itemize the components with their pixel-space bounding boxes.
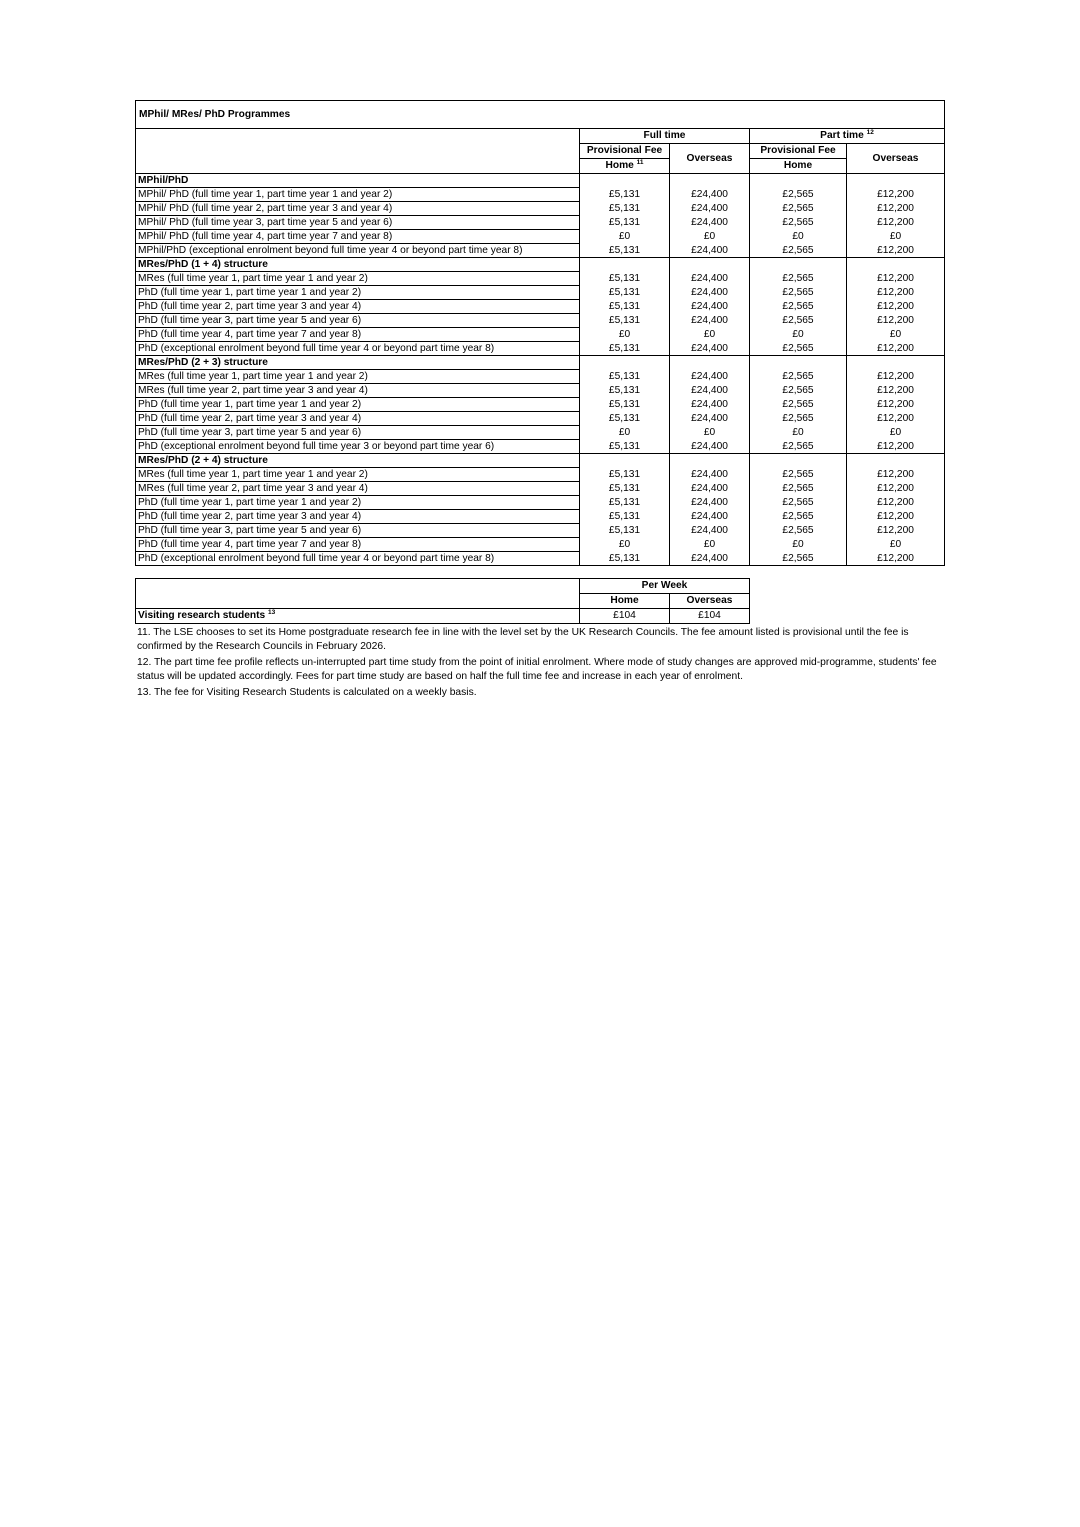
pt-overseas-fee: £12,200 xyxy=(847,510,945,524)
full-time-header: Full time xyxy=(580,129,750,144)
programme-label: MPhil/PhD (exceptional enrolment beyond full time year 4 or beyond part time year 8) xyxy=(136,244,580,258)
pt-home-fee: £2,565 xyxy=(750,412,847,426)
header-blank xyxy=(136,129,580,144)
pt-overseas-header: Overseas xyxy=(847,144,945,174)
pt-home-fee: £2,565 xyxy=(750,314,847,328)
section-heading-blank xyxy=(580,356,670,370)
section-heading-blank xyxy=(580,258,670,272)
pt-home-fee: £2,565 xyxy=(750,300,847,314)
ft-home-fee: £5,131 xyxy=(580,188,670,202)
ft-overseas-fee: £0 xyxy=(670,426,750,440)
pt-provisional-fee-header: Provisional Fee xyxy=(750,144,847,159)
section-heading-blank xyxy=(750,258,847,272)
visiting-students-table xyxy=(135,578,750,624)
part-time-footnote-ref: 12 xyxy=(866,129,874,136)
fee-row xyxy=(136,426,945,440)
ft-home-fee: £5,131 xyxy=(580,468,670,482)
header-row-1 xyxy=(136,129,945,144)
section-heading-blank xyxy=(670,174,750,188)
fee-row xyxy=(136,272,945,286)
ft-overseas-fee: £24,400 xyxy=(670,202,750,216)
ft-home-fee: £0 xyxy=(580,230,670,244)
ft-home-fee: £5,131 xyxy=(580,398,670,412)
programme-label: MRes (full time year 1, part time year 1 and year 2) xyxy=(136,272,580,286)
programme-label: MPhil/ PhD (full time year 3, part time year 5 and year 6) xyxy=(136,216,580,230)
fee-row xyxy=(136,538,945,552)
ft-overseas-fee: £24,400 xyxy=(670,244,750,258)
programme-label: MRes (full time year 2, part time year 3 and year 4) xyxy=(136,384,580,398)
section-heading-blank xyxy=(670,356,750,370)
ft-overseas-fee: £24,400 xyxy=(670,370,750,384)
visiting-header-row-1 xyxy=(136,579,750,594)
programme-label: PhD (full time year 1, part time year 1 and year 2) xyxy=(136,398,580,412)
pt-home-fee: £0 xyxy=(750,426,847,440)
pt-overseas-fee: £12,200 xyxy=(847,412,945,426)
ft-overseas-fee: £24,400 xyxy=(670,496,750,510)
ft-home-fee: £0 xyxy=(580,538,670,552)
ft-home-header xyxy=(580,159,670,174)
programme-label: PhD (full time year 4, part time year 7 and year 8) xyxy=(136,538,580,552)
pt-home-fee: £2,565 xyxy=(750,216,847,230)
ft-overseas-fee: £24,400 xyxy=(670,412,750,426)
fee-row xyxy=(136,286,945,300)
section-heading-blank xyxy=(580,454,670,468)
pt-overseas-fee: £12,200 xyxy=(847,440,945,454)
title-row xyxy=(136,101,945,129)
programme-label: MRes (full time year 2, part time year 3 and year 4) xyxy=(136,482,580,496)
pt-overseas-fee: £12,200 xyxy=(847,398,945,412)
pt-overseas-fee: £0 xyxy=(847,538,945,552)
ft-home-fee: £5,131 xyxy=(580,440,670,454)
ft-overseas-fee: £24,400 xyxy=(670,272,750,286)
pt-home-fee: £2,565 xyxy=(750,440,847,454)
programme-label: MRes (full time year 1, part time year 1 and year 2) xyxy=(136,370,580,384)
ft-home-fee: £5,131 xyxy=(580,482,670,496)
ft-overseas-fee: £24,400 xyxy=(670,286,750,300)
fee-row xyxy=(136,370,945,384)
pt-home-fee: £2,565 xyxy=(750,286,847,300)
ft-overseas-fee: £0 xyxy=(670,328,750,342)
visiting-label-text: Visiting research students xyxy=(138,610,266,621)
pt-overseas-fee: £0 xyxy=(847,230,945,244)
visiting-footnote-ref: 13 xyxy=(268,609,276,616)
header-blank xyxy=(136,159,580,174)
pt-overseas-fee: £12,200 xyxy=(847,370,945,384)
fee-row xyxy=(136,244,945,258)
pt-overseas-fee: £12,200 xyxy=(847,482,945,496)
ft-overseas-fee: £24,400 xyxy=(670,216,750,230)
section-heading-row xyxy=(136,258,945,272)
section-heading-blank xyxy=(847,454,945,468)
fee-row xyxy=(136,482,945,496)
footnote-11: 11. The LSE chooses to set its Home postgraduate research fee in line with the level set by the UK Research Councils. The fee amount listed is provisional until the fee is confirmed by the Research Councils in February 2026. xyxy=(137,627,909,652)
ft-overseas-fee: £0 xyxy=(670,538,750,552)
pt-home-fee: £2,565 xyxy=(750,370,847,384)
ft-overseas-fee: £24,400 xyxy=(670,468,750,482)
pt-home-header: Home xyxy=(750,159,847,174)
programme-label: MPhil/ PhD (full time year 4, part time year 7 and year 8) xyxy=(136,230,580,244)
visiting-row xyxy=(136,609,750,624)
pt-overseas-fee: £12,200 xyxy=(847,552,945,566)
footnotes xyxy=(135,626,945,700)
fee-row xyxy=(136,314,945,328)
section-heading: MRes/PhD (2 + 3) structure xyxy=(136,356,580,370)
programme-label: PhD (full time year 1, part time year 1 and year 2) xyxy=(136,286,580,300)
programme-label: MRes (full time year 1, part time year 1 and year 2) xyxy=(136,468,580,482)
ft-home-fee: £5,131 xyxy=(580,510,670,524)
pt-overseas-fee: £0 xyxy=(847,426,945,440)
programme-label: MPhil/ PhD (full time year 1, part time year 1 and year 2) xyxy=(136,188,580,202)
pt-overseas-fee: £12,200 xyxy=(847,468,945,482)
pt-home-fee: £2,565 xyxy=(750,496,847,510)
ft-overseas-fee: £24,400 xyxy=(670,552,750,566)
programme-label: PhD (full time year 2, part time year 3 and year 4) xyxy=(136,300,580,314)
fee-row xyxy=(136,328,945,342)
programme-label: PhD (full time year 3, part time year 5 and year 6) xyxy=(136,426,580,440)
per-week-header: Per Week xyxy=(580,579,750,594)
programme-label: PhD (full time year 2, part time year 3 and year 4) xyxy=(136,510,580,524)
fee-row xyxy=(136,552,945,566)
ft-overseas-fee: £24,400 xyxy=(670,342,750,356)
pt-overseas-fee: £12,200 xyxy=(847,188,945,202)
ft-home-fee: £5,131 xyxy=(580,300,670,314)
page-title: MPhil/ MRes/ PhD Programmes xyxy=(136,101,945,129)
visiting-header-blank xyxy=(136,594,580,609)
pt-home-fee: £2,565 xyxy=(750,552,847,566)
ft-home-fee: £5,131 xyxy=(580,384,670,398)
pt-home-fee: £2,565 xyxy=(750,524,847,538)
home-footnote-ref: 11 xyxy=(636,159,644,166)
ft-home-fee: £5,131 xyxy=(580,314,670,328)
pt-home-fee: £2,565 xyxy=(750,272,847,286)
fee-row xyxy=(136,496,945,510)
programme-label: PhD (exceptional enrolment beyond full time year 3 or beyond part time year 6) xyxy=(136,440,580,454)
fees-table xyxy=(135,100,945,566)
ft-home-fee: £0 xyxy=(580,426,670,440)
pt-overseas-fee: £12,200 xyxy=(847,342,945,356)
fee-row xyxy=(136,440,945,454)
footnote-13: 13. The fee for Visiting Research Students is calculated on a weekly basis. xyxy=(137,687,477,698)
programme-label: PhD (full time year 3, part time year 5 and year 6) xyxy=(136,314,580,328)
pt-home-fee: £2,565 xyxy=(750,202,847,216)
visiting-header-blank xyxy=(136,579,580,594)
ft-home-fee: £5,131 xyxy=(580,272,670,286)
pt-overseas-fee: £12,200 xyxy=(847,314,945,328)
visiting-header-row-2 xyxy=(136,594,750,609)
pt-overseas-fee: £12,200 xyxy=(847,244,945,258)
fee-row xyxy=(136,230,945,244)
programme-label: PhD (full time year 1, part time year 1 and year 2) xyxy=(136,496,580,510)
visiting-overseas-value: £104 xyxy=(670,609,750,624)
pt-home-fee: £2,565 xyxy=(750,342,847,356)
pt-home-fee: £0 xyxy=(750,538,847,552)
section-heading-blank xyxy=(847,258,945,272)
section-heading-blank xyxy=(750,174,847,188)
ft-home-fee: £5,131 xyxy=(580,286,670,300)
pt-home-fee: £2,565 xyxy=(750,384,847,398)
visiting-overseas-header: Overseas xyxy=(670,594,750,609)
ft-home-fee: £5,131 xyxy=(580,524,670,538)
section-heading-row xyxy=(136,454,945,468)
pt-overseas-fee: £12,200 xyxy=(847,286,945,300)
programme-label: PhD (full time year 2, part time year 3 and year 4) xyxy=(136,412,580,426)
pt-overseas-fee: £12,200 xyxy=(847,202,945,216)
section-heading-blank xyxy=(750,356,847,370)
ft-home-fee: £5,131 xyxy=(580,496,670,510)
pt-overseas-fee: £0 xyxy=(847,328,945,342)
ft-overseas-header: Overseas xyxy=(670,144,750,174)
pt-home-fee: £2,565 xyxy=(750,244,847,258)
pt-home-fee: £2,565 xyxy=(750,398,847,412)
visiting-home-value: £104 xyxy=(580,609,670,624)
header-blank xyxy=(136,144,580,159)
ft-overseas-fee: £0 xyxy=(670,230,750,244)
ft-overseas-fee: £24,400 xyxy=(670,300,750,314)
part-time-header xyxy=(750,129,945,144)
section-heading-row xyxy=(136,174,945,188)
section-heading-blank xyxy=(847,174,945,188)
pt-overseas-fee: £12,200 xyxy=(847,216,945,230)
section-heading-blank xyxy=(670,454,750,468)
section-heading-blank xyxy=(580,174,670,188)
pt-overseas-fee: £12,200 xyxy=(847,272,945,286)
part-time-label: Part time xyxy=(820,130,864,141)
fee-row xyxy=(136,342,945,356)
ft-home-label: Home xyxy=(605,160,634,171)
fee-row xyxy=(136,412,945,426)
header-row-3 xyxy=(136,159,945,174)
programme-label: PhD (exceptional enrolment beyond full time year 4 or beyond part time year 8) xyxy=(136,552,580,566)
fee-row xyxy=(136,188,945,202)
pt-overseas-fee: £12,200 xyxy=(847,496,945,510)
fee-row xyxy=(136,510,945,524)
section-heading: MRes/PhD (2 + 4) structure xyxy=(136,454,580,468)
pt-home-fee: £2,565 xyxy=(750,468,847,482)
visiting-home-header: Home xyxy=(580,594,670,609)
fees-table-body xyxy=(136,101,945,566)
programme-label: PhD (full time year 4, part time year 7 and year 8) xyxy=(136,328,580,342)
ft-overseas-fee: £24,400 xyxy=(670,188,750,202)
ft-overseas-fee: £24,400 xyxy=(670,384,750,398)
ft-home-fee: £5,131 xyxy=(580,412,670,426)
ft-overseas-fee: £24,400 xyxy=(670,440,750,454)
fee-row xyxy=(136,202,945,216)
fee-row xyxy=(136,524,945,538)
section-heading: MRes/PhD (1 + 4) structure xyxy=(136,258,580,272)
pt-home-fee: £2,565 xyxy=(750,188,847,202)
fee-row xyxy=(136,384,945,398)
ft-overseas-fee: £24,400 xyxy=(670,482,750,496)
ft-overseas-fee: £24,400 xyxy=(670,314,750,328)
ft-home-fee: £5,131 xyxy=(580,216,670,230)
ft-home-fee: £5,131 xyxy=(580,342,670,356)
pt-home-fee: £0 xyxy=(750,328,847,342)
pt-overseas-fee: £12,200 xyxy=(847,384,945,398)
section-heading-row xyxy=(136,356,945,370)
fee-row xyxy=(136,300,945,314)
programme-label: MPhil/ PhD (full time year 2, part time year 3 and year 4) xyxy=(136,202,580,216)
section-heading-blank xyxy=(847,356,945,370)
ft-home-fee: £5,131 xyxy=(580,202,670,216)
pt-overseas-fee: £12,200 xyxy=(847,524,945,538)
fee-row xyxy=(136,468,945,482)
ft-home-fee: £0 xyxy=(580,328,670,342)
ft-provisional-fee-header: Provisional Fee xyxy=(580,144,670,159)
ft-overseas-fee: £24,400 xyxy=(670,524,750,538)
section-heading-blank xyxy=(670,258,750,272)
ft-home-fee: £5,131 xyxy=(580,244,670,258)
visiting-label xyxy=(136,609,580,624)
fee-row xyxy=(136,216,945,230)
pt-home-fee: £2,565 xyxy=(750,482,847,496)
pt-overseas-fee: £12,200 xyxy=(847,300,945,314)
fees-document xyxy=(135,100,945,703)
ft-overseas-fee: £24,400 xyxy=(670,510,750,524)
ft-overseas-fee: £24,400 xyxy=(670,398,750,412)
ft-home-fee: £5,131 xyxy=(580,552,670,566)
fee-row xyxy=(136,398,945,412)
section-heading-blank xyxy=(750,454,847,468)
programme-label: PhD (full time year 3, part time year 5 and year 6) xyxy=(136,524,580,538)
header-row-2 xyxy=(136,144,945,159)
footnote-12: 12. The part time fee profile reflects un-interrupted part time study from the point of initial enrolment. Where mode of study changes are approved mid-programme, students' fee status will be updated accordingly. Fees for part time study are based on half the full time fee and increase in each year of enrolment. xyxy=(137,657,937,682)
pt-home-fee: £2,565 xyxy=(750,510,847,524)
section-heading: MPhil/PhD xyxy=(136,174,580,188)
ft-home-fee: £5,131 xyxy=(580,370,670,384)
programme-label: PhD (exceptional enrolment beyond full time year 4 or beyond part time year 8) xyxy=(136,342,580,356)
pt-home-fee: £0 xyxy=(750,230,847,244)
